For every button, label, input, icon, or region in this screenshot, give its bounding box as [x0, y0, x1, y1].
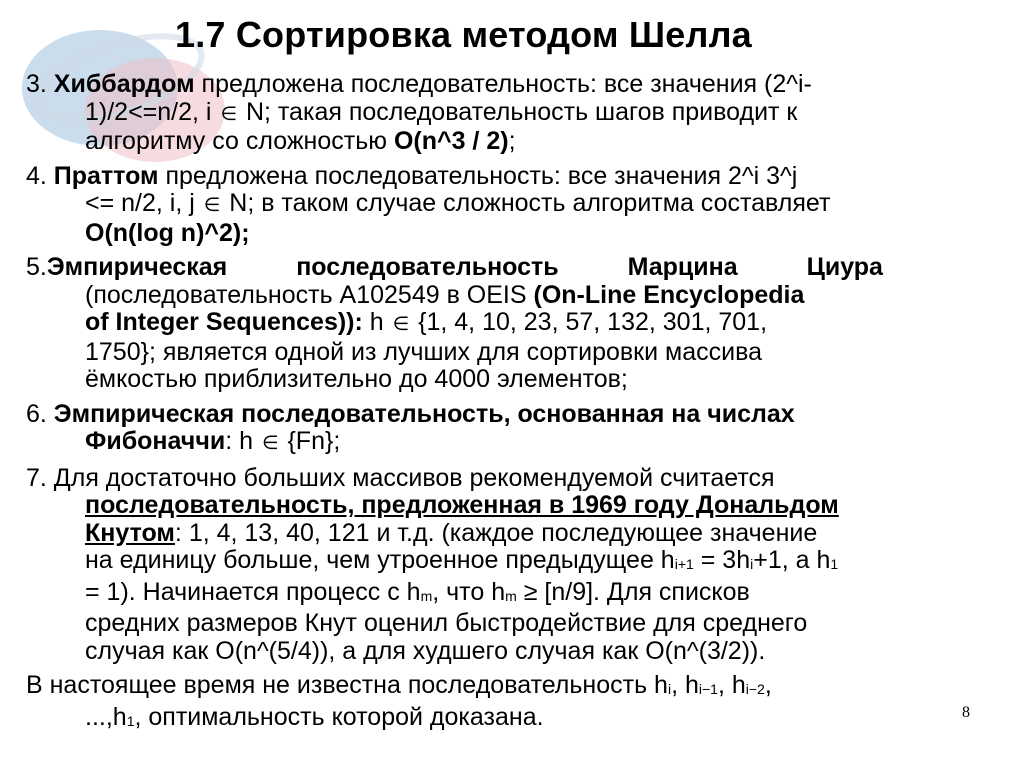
author-name: Праттом: [53, 161, 159, 190]
oeis-reference-cont: of Integer Sequences)):: [85, 308, 363, 336]
item-number: 3.: [26, 70, 54, 98]
complexity-formula: O(n^3 / 2): [393, 127, 509, 155]
complexity-formula: O(n(log n)^2);: [85, 218, 250, 247]
element-of-symbol: ∈: [261, 432, 279, 454]
list-item-ciura: 5.Эмпирическая последовательность Марцина Циура (последовательность A102549 в OEIS (On-Line Encyclopedia of Integer Sequences)): h ∈ {1, 4, 10, 23, 57, 132, 301, 701, 1750}; является одной из лучших для сортировки массива ёмкостью приблизительно до 4000 элементов;: [26, 253, 883, 393]
list-item-fibonacci: 6. Эмпирическая последовательность, основанная на числах Фибоначчи: h ∈ {Fn};: [26, 399, 795, 455]
knuth-recommendation: последовательность, предложенная в 1969 году Дональдом: [85, 491, 839, 519]
item-number: 6.: [26, 399, 54, 428]
page-number: 8: [962, 704, 970, 721]
list-item-knuth: 7. Для достаточно больших массивов рекомендуемой считается последовательность, предложенная в 1969 году Дональдом Кнутом: 1, 4, 13, 40, 121 и т.д. (каждое последующее значение на единицу больше, чем утроенное предыдущее hi+1 = 3hi+1, а h1 = 1). Начинается процесс с hm, что hm ≥ [n/9]. Для списков средних размеров Кнут оценил быстродействие для среднего случая как O(n^(5/4)), а для худшего случая как O(n^(3/2)).: [26, 463, 839, 665]
sequence-heading: Эмпирическая последовательность Марцина Циура: [46, 253, 883, 281]
item-number: 5.: [26, 253, 47, 281]
item-number: 7.: [26, 463, 54, 492]
list-item-hibbard: 3. Хиббардом предложена последовательность: все значения (2^i- 1)/2<=n/2, i ∈ N; такая последовательность шагов приводит к алгоритму со сложностью O(n^3 / 2);: [26, 70, 812, 155]
fibonacci-name: Фибоначчи: [85, 427, 226, 455]
slide-title: 1.7 Сортировка методом Шелла: [175, 14, 752, 55]
element-of-symbol: ∈: [203, 194, 221, 216]
author-name: Хиббардом: [53, 70, 195, 98]
closing-paragraph: В настоящее время не известна последовательность hi, hi−1, hi−2, ...,h1, оптимальность которой доказана.: [26, 671, 772, 731]
item-number: 4.: [26, 161, 54, 190]
element-of-symbol: ∈: [220, 102, 237, 125]
slide-body: [26, 71, 1008, 742]
sequence-heading: Эмпирическая последовательность, основанная на числах: [53, 399, 795, 428]
list-item-pratt: 4. Праттом предложена последовательность: все значения 2^i 3^j <= n/2, i, j ∈ N; в таком случае сложность алгоритма составляет O(n(log n)^2);: [26, 161, 831, 247]
author-name: Кнутом: [85, 518, 175, 547]
element-of-symbol: ∈: [392, 313, 410, 335]
oeis-reference: (On-Line Encyclopedia: [533, 280, 805, 309]
